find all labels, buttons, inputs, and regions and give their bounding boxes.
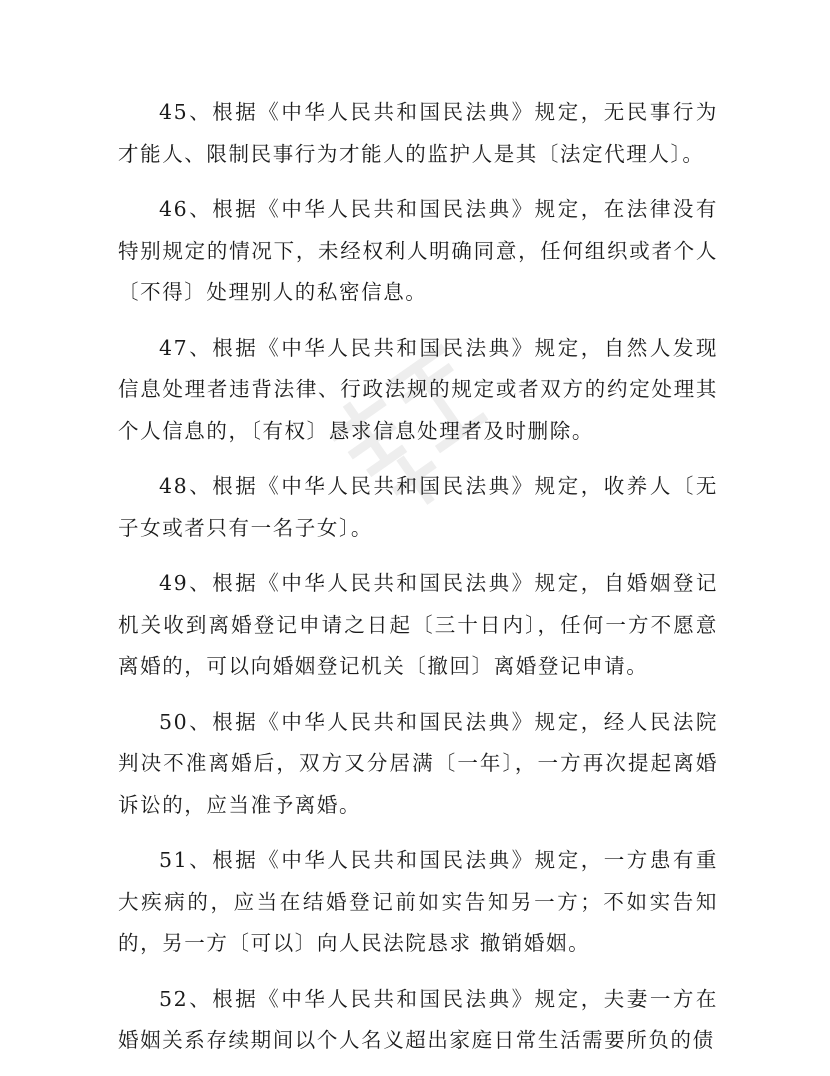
question-item-52: 52、根据《中华人民共和国民法典》规定，夫妻一方在婚姻关系存续期间以个人名义超出家庭日常生活需要所负的债 <box>118 986 718 1052</box>
question-list <box>118 92 718 1076</box>
question-item-45: 45、根据《中华人民共和国民法典》规定，无民事行为才能人、限制民事行为才能人的监护人是其〔法定代理人〕。 <box>118 100 718 166</box>
question-item-50: 50、根据《中华人民共和国民法典》规定，经人民法院判决不准离婚后，双方又分居满〔一年〕，一方再次提起离婚诉讼的，应当准予离婚。 <box>118 709 718 817</box>
question-item-47: 47、根据《中华人民共和国民法典》规定，自然人发现信息处理者违背法律、行政法规的规定或者双方的约定处理其个人信息的，〔有权〕恳求信息处理者及时删除。 <box>118 335 718 443</box>
question-item-46: 46、根据《中华人民共和国民法典》规定，在法律没有特别规定的情况下，未经权利人明确同意，任何组织或者个人〔不得〕处理别人的私密信息。 <box>118 197 718 304</box>
question-item-49: 49、根据《中华人民共和国民法典》规定，自婚姻登记机关收到离婚登记申请之日起〔三十日内〕，任何一方不愿意离婚的，可以向婚姻登记机关〔撤回〕离婚登记申请。 <box>118 571 718 678</box>
question-item-51: 51、根据《中华人民共和国民法典》规定，一方患有重大疾病的，应当在结婚登记前如实告知另一方；不如实告知的，另一方〔可以〕向人民法院恳求 撤销婚姻。 <box>118 848 718 955</box>
question-item-48: 48、根据《中华人民共和国民法典》规定，收养人〔无子女或者只有一名子女〕。 <box>118 474 718 540</box>
